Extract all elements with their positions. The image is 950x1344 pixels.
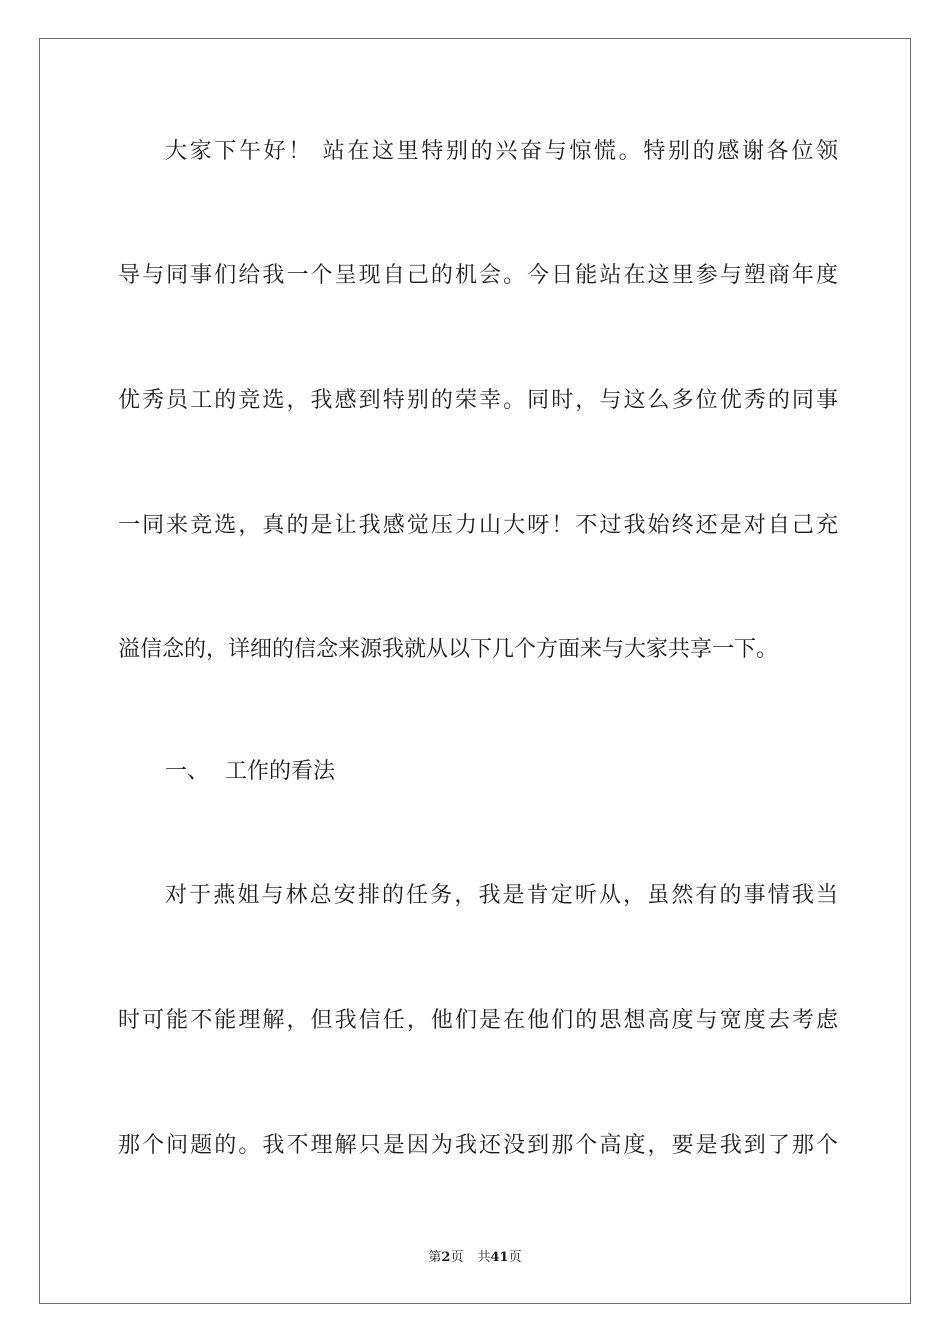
section-heading — [165, 752, 335, 792]
page-border — [39, 38, 911, 1304]
page-prefix: 第 — [428, 1250, 442, 1265]
text-line: 大家下午好！ 站在这里特别的兴奋与惊慌。特别的感谢各位领 — [165, 139, 838, 164]
page-suffix: 页 — [450, 1250, 464, 1265]
text-line: 优秀员工的竞选，我感到特别的荣幸。同时，与这么多位优秀的同事 — [118, 388, 838, 413]
section-title: 工作的看法 — [225, 759, 336, 784]
page-number: 2 — [441, 1250, 451, 1265]
total-prefix: 共 — [477, 1250, 491, 1265]
total-suffix: 页 — [508, 1250, 522, 1265]
text-line: 导与同事们给我一个呈现自己的机会。今日能站在这里参与塑商年度 — [118, 263, 838, 288]
text-line: 那个问题的。我不理解只是因为我还没到那个高度，要是我到了那个 — [118, 1133, 838, 1158]
section-number: 一、 — [165, 759, 210, 784]
text-line: 溢信念的，详细的信念来源我就从以下几个方面来与大家共享一下。 — [118, 637, 779, 662]
text-line: 时可能不能理解，但我信任，他们是在他们的思想高度与宽度去考虑 — [118, 1008, 838, 1033]
text-line: 一同来竞选，真的是让我感觉压力山大呀！不过我始终还是对自己充 — [118, 513, 838, 538]
page-footer — [0, 1246, 950, 1265]
total-pages: 41 — [490, 1250, 509, 1265]
text-line: 对于燕姐与林总安排的任务，我是肯定听从，虽然有的事情我当 — [165, 883, 838, 908]
